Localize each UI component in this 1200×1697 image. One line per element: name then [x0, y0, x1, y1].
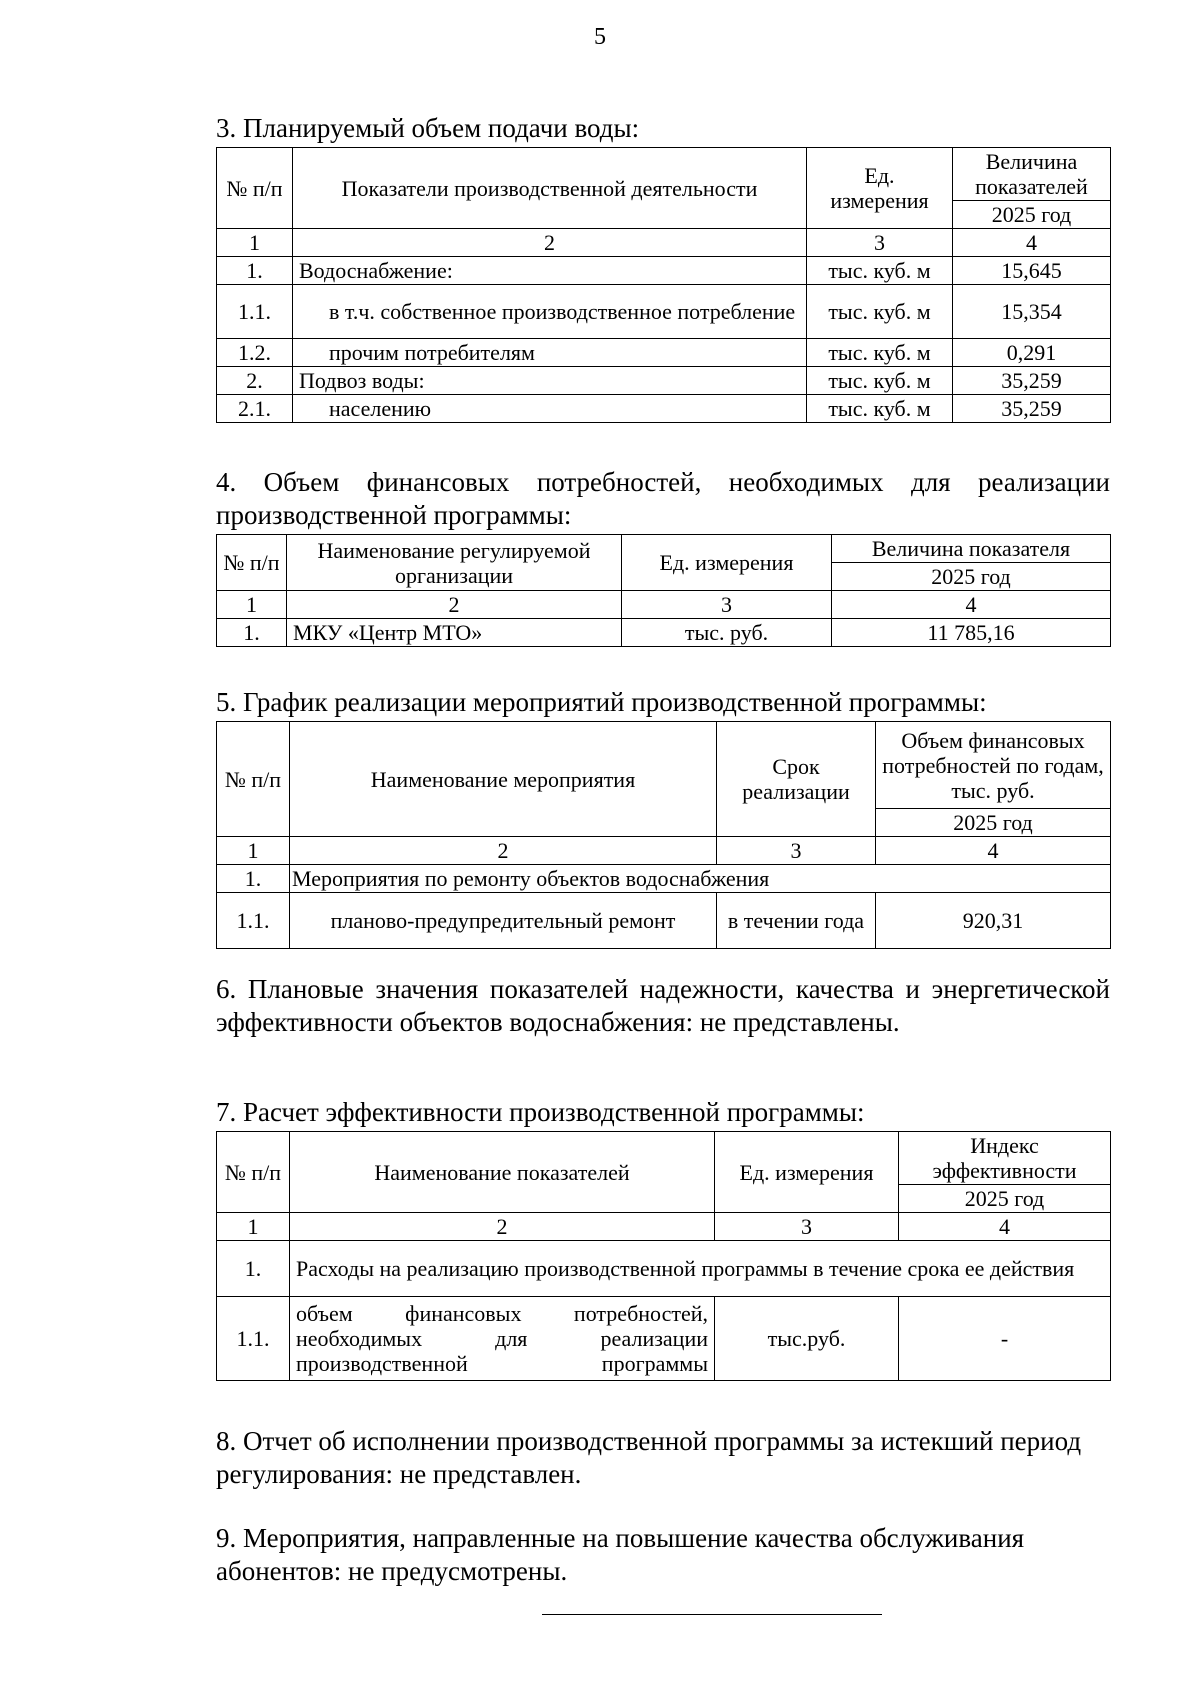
col-num: 2: [290, 837, 717, 865]
col-num: 1: [217, 591, 287, 619]
col-num: 4: [876, 837, 1111, 865]
row-value: 35,259: [953, 367, 1111, 395]
row-num: 1.1.: [217, 285, 293, 339]
col-num: 1: [217, 229, 293, 257]
header-year: 2025 год: [832, 563, 1111, 591]
row-num: 1.1.: [217, 893, 290, 949]
row-value: -: [899, 1297, 1111, 1381]
row-group-name: Мероприятия по ремонту объектов водоснабжения: [290, 865, 1111, 893]
col-num: 4: [832, 591, 1111, 619]
header-name: Наименование регулируемой организации: [287, 535, 622, 591]
row-unit: тыс. куб. м: [807, 285, 953, 339]
header-year: 2025 год: [899, 1185, 1111, 1213]
section-3-title: 3. Планируемый объем подачи воды:: [216, 113, 640, 143]
row-num: 1.2.: [217, 339, 293, 367]
row-value: 15,354: [953, 285, 1111, 339]
water-supply-table: [216, 147, 1111, 423]
header-value: Индекс эффективности: [899, 1132, 1111, 1185]
table-row: [217, 893, 1111, 949]
header-name: Наименование мероприятия: [290, 722, 717, 837]
financial-needs-table: [216, 534, 1111, 647]
row-term: в течении года: [717, 893, 876, 949]
header-num: № п/п: [217, 722, 290, 837]
header-value: Объем финансовых потребностей по годам, тыс. руб.: [876, 722, 1111, 809]
table-row: [217, 1297, 1111, 1381]
row-num: 1.: [217, 865, 290, 893]
page-number: 5: [594, 24, 606, 50]
table-group-row: [217, 865, 1111, 893]
section-6-text: 6. Плановые значения показателей надежности, качества и энергетической эффективности объектов водоснабжения: не представлены.: [216, 974, 1110, 1037]
header-name: Показатели производственной деятельности: [293, 148, 807, 229]
row-unit: тыс. руб.: [622, 619, 832, 647]
row-name: планово-предупредительный ремонт: [290, 893, 717, 949]
row-num: 1.: [217, 619, 287, 647]
section-4-title: 4. Объем финансовых потребностей, необходимых для реализации производственной программы:: [216, 467, 1110, 530]
row-num: 1.: [217, 1241, 290, 1297]
header-unit: Ед. измерения: [715, 1132, 899, 1213]
col-num: 4: [899, 1213, 1111, 1241]
col-num: 3: [717, 837, 876, 865]
section-9-text: 9. Мероприятия, направленные на повышение качества обслуживания абонентов: не предусмотрены.: [216, 1523, 1025, 1586]
table-row: [217, 395, 1111, 423]
section-5-title: 5. График реализации мероприятий производственной программы:: [216, 687, 987, 717]
row-unit: тыс. куб. м: [807, 395, 953, 423]
col-num: 2: [290, 1213, 715, 1241]
row-name: объем финансовых потребностей, необходимых для реализации производственной программы: [290, 1297, 715, 1381]
header-value: Величина показателей: [953, 148, 1111, 201]
row-group-name: Расходы на реализацию производственной программы в течение срока ее действия: [290, 1241, 1111, 1297]
row-name: прочим потребителям: [293, 339, 807, 367]
col-num: 3: [715, 1213, 899, 1241]
section-financial-needs: [216, 466, 1110, 647]
row-name: Водоснабжение:: [293, 257, 807, 285]
row-value: 11 785,16: [832, 619, 1111, 647]
row-num: 1.: [217, 257, 293, 285]
col-num: 1: [217, 1213, 290, 1241]
header-num: № п/п: [217, 1132, 290, 1213]
table-row: [217, 367, 1111, 395]
col-num: 3: [622, 591, 832, 619]
section-implementation-schedule: [216, 686, 1110, 949]
col-num: 2: [293, 229, 807, 257]
efficiency-table: [216, 1131, 1111, 1381]
col-num: 2: [287, 591, 622, 619]
row-name: Подвоз воды:: [293, 367, 807, 395]
row-value: 35,259: [953, 395, 1111, 423]
section-8-text: 8. Отчет об исполнении производственной программы за истекший период регулирования: не представлен.: [216, 1426, 1082, 1489]
table-row: [217, 619, 1111, 647]
row-value: 920,31: [876, 893, 1111, 949]
row-value: 0,291: [953, 339, 1111, 367]
row-unit: тыс. куб. м: [807, 367, 953, 395]
row-name: населению: [293, 395, 807, 423]
row-unit: тыс. куб. м: [807, 257, 953, 285]
header-term: Срок реализации: [717, 722, 876, 837]
row-num: 1.1.: [217, 1297, 290, 1381]
row-num: 2.: [217, 367, 293, 395]
col-num: 3: [807, 229, 953, 257]
col-num: 4: [953, 229, 1111, 257]
row-unit: тыс.руб.: [715, 1297, 899, 1381]
header-year: 2025 год: [953, 201, 1111, 229]
header-unit: Ед. измерения: [622, 535, 832, 591]
header-num: № п/п: [217, 535, 287, 591]
row-name: в т.ч. собственное производственное потребление: [293, 285, 807, 339]
header-value: Величина показателя: [832, 535, 1111, 563]
col-num: 1: [217, 837, 290, 865]
table-row: [217, 285, 1111, 339]
row-name: МКУ «Центр МТО»: [287, 619, 622, 647]
row-unit: тыс. куб. м: [807, 339, 953, 367]
header-year: 2025 год: [876, 809, 1111, 837]
section-water-supply-volume: [216, 112, 1110, 423]
implementation-schedule-table: [216, 721, 1111, 949]
table-row: [217, 339, 1111, 367]
row-num: 2.1.: [217, 395, 293, 423]
section-efficiency-calculation: [216, 1096, 1110, 1381]
header-unit: Ед. измерения: [807, 148, 953, 229]
header-name: Наименование показателей: [290, 1132, 715, 1213]
table-group-row: [217, 1241, 1111, 1297]
row-value: 15,645: [953, 257, 1111, 285]
section-7-title: 7. Расчет эффективности производственной программы:: [216, 1097, 865, 1127]
header-num: № п/п: [217, 148, 293, 229]
closing-divider: [542, 1614, 882, 1615]
table-row: [217, 257, 1111, 285]
